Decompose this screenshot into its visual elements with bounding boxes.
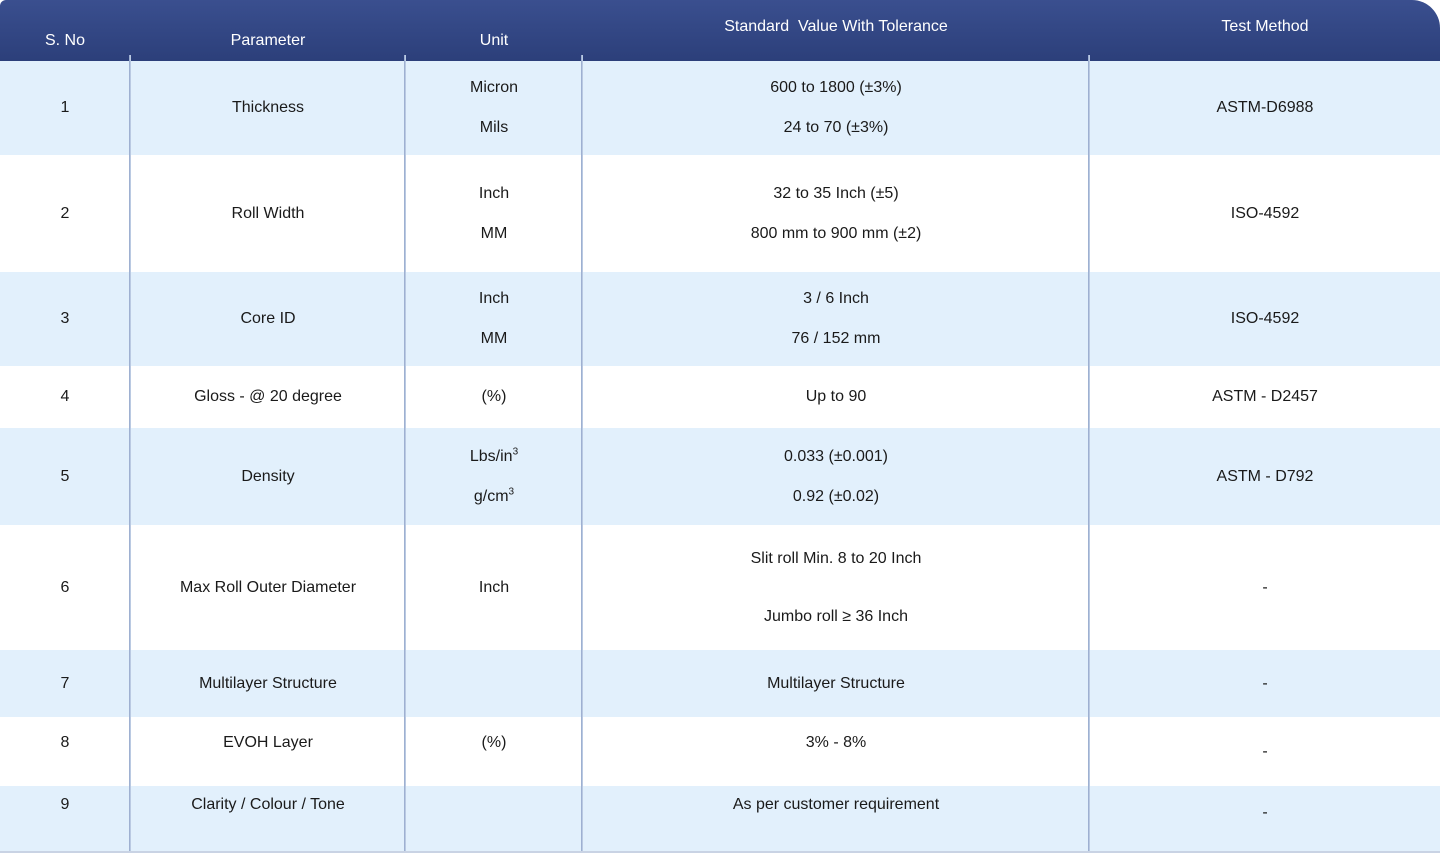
- cell-sno: 3: [60, 310, 70, 327]
- cell-test-method: ISO-4592: [1230, 310, 1300, 327]
- cell-sno: 2: [60, 204, 70, 222]
- table-row: [0, 428, 1440, 525]
- cell-parameter: Multilayer Structure: [199, 674, 337, 692]
- cell-sno: 9: [60, 796, 70, 813]
- standard-value: 76 / 152 mm: [791, 330, 881, 347]
- cell-test-method: ISO-4592: [1230, 204, 1300, 222]
- unit-value: Inch: [478, 184, 510, 202]
- cell-unit: [406, 650, 582, 717]
- standard-value: 0.92 (±0.02): [792, 487, 880, 505]
- cell-standard: [583, 525, 1089, 650]
- standard-value: 24 to 70 (±3%): [783, 119, 889, 136]
- header-standard: Standard Value With Tolerance: [724, 18, 948, 35]
- cell-sno: 1: [60, 99, 70, 116]
- cell-standard: [583, 272, 1089, 366]
- unit-value: MM: [480, 330, 508, 347]
- cell-standard: Multilayer Structure: [767, 674, 905, 692]
- unit-value: Lbs/$in^3$: [469, 446, 519, 465]
- cell-test-method: -: [1262, 804, 1268, 821]
- cell-parameter: Thickness: [231, 99, 305, 116]
- table-row: [0, 272, 1440, 366]
- cell-test-method: ASTM-D6988: [1216, 99, 1314, 116]
- cell-standard: As per customer requirement: [732, 796, 940, 813]
- cell-unit: (%): [481, 388, 507, 405]
- unit-value: MM: [480, 224, 508, 242]
- column-divider: [1088, 55, 1090, 853]
- column-divider: [581, 55, 583, 853]
- standard-value: 600 to 1800 (±3%): [770, 79, 902, 96]
- cell-sno: 4: [60, 388, 70, 405]
- cell-standard: [583, 428, 1089, 525]
- table-row: [0, 61, 1440, 155]
- standard-value: Jumbo roll ≥ 36 Inch: [764, 607, 908, 625]
- cell-test-method: ASTM - D792: [1216, 467, 1314, 485]
- cell-unit: [406, 428, 582, 525]
- cell-unit: [406, 272, 582, 366]
- cell-standard: Up to 90: [805, 388, 867, 405]
- standard-value: 32 to 35 Inch (±5): [773, 184, 899, 202]
- column-divider: [404, 55, 406, 853]
- cell-parameter: Max Roll Outer Diameter: [179, 578, 357, 596]
- table-row: [0, 155, 1440, 272]
- cell-sno: 7: [60, 674, 70, 692]
- unit-value: Mils: [479, 119, 509, 136]
- cell-parameter: EVOH Layer: [223, 734, 313, 751]
- cell-unit: [406, 61, 582, 155]
- cell-sno: 5: [60, 467, 70, 485]
- cell-parameter: Density: [241, 467, 295, 485]
- cell-test-method: -: [1262, 578, 1268, 596]
- table-row: [0, 650, 1440, 717]
- cell-standard: [583, 61, 1089, 155]
- cell-unit: (%): [481, 734, 507, 751]
- header-parameter: Parameter: [230, 32, 306, 49]
- cell-unit: [406, 786, 582, 853]
- standard-value: 800 mm to 900 mm (±2): [750, 224, 922, 242]
- standard-value: 3 / 6 Inch: [803, 290, 869, 307]
- table-row: [0, 717, 1440, 786]
- standard-value: Slit roll Min. 8 to 20 Inch: [750, 549, 922, 567]
- cell-unit: Inch: [478, 578, 510, 596]
- cell-standard: 3% - 8%: [805, 734, 867, 751]
- unit-value: Inch: [478, 290, 510, 307]
- table-row: [0, 786, 1440, 853]
- cell-sno: 8: [60, 734, 70, 751]
- table-row: [0, 366, 1440, 428]
- cell-parameter: Roll Width: [231, 204, 305, 222]
- unit-value: $g/cm^3$: [473, 486, 515, 505]
- unit-value: Micron: [469, 79, 518, 96]
- cell-test-method: ASTM - D2457: [1212, 388, 1318, 405]
- cell-test-method: -: [1262, 674, 1268, 692]
- cell-sno: 6: [60, 578, 70, 596]
- table-header: [0, 0, 1440, 61]
- cell-standard: [583, 155, 1089, 272]
- header-unit: Unit: [479, 32, 509, 49]
- column-divider: [129, 55, 131, 853]
- standard-value: 0.033 (±0.001): [784, 447, 888, 465]
- cell-parameter: Core ID: [240, 310, 296, 327]
- cell-parameter: Clarity / Colour / Tone: [191, 796, 345, 813]
- table-row: [0, 525, 1440, 650]
- header-sno: S. No: [44, 32, 85, 49]
- cell-parameter: Gloss - @ 20 degree: [194, 388, 342, 405]
- cell-test-method: -: [1262, 743, 1268, 760]
- cell-unit: [406, 155, 582, 272]
- header-test-method: Test Method: [1221, 18, 1309, 35]
